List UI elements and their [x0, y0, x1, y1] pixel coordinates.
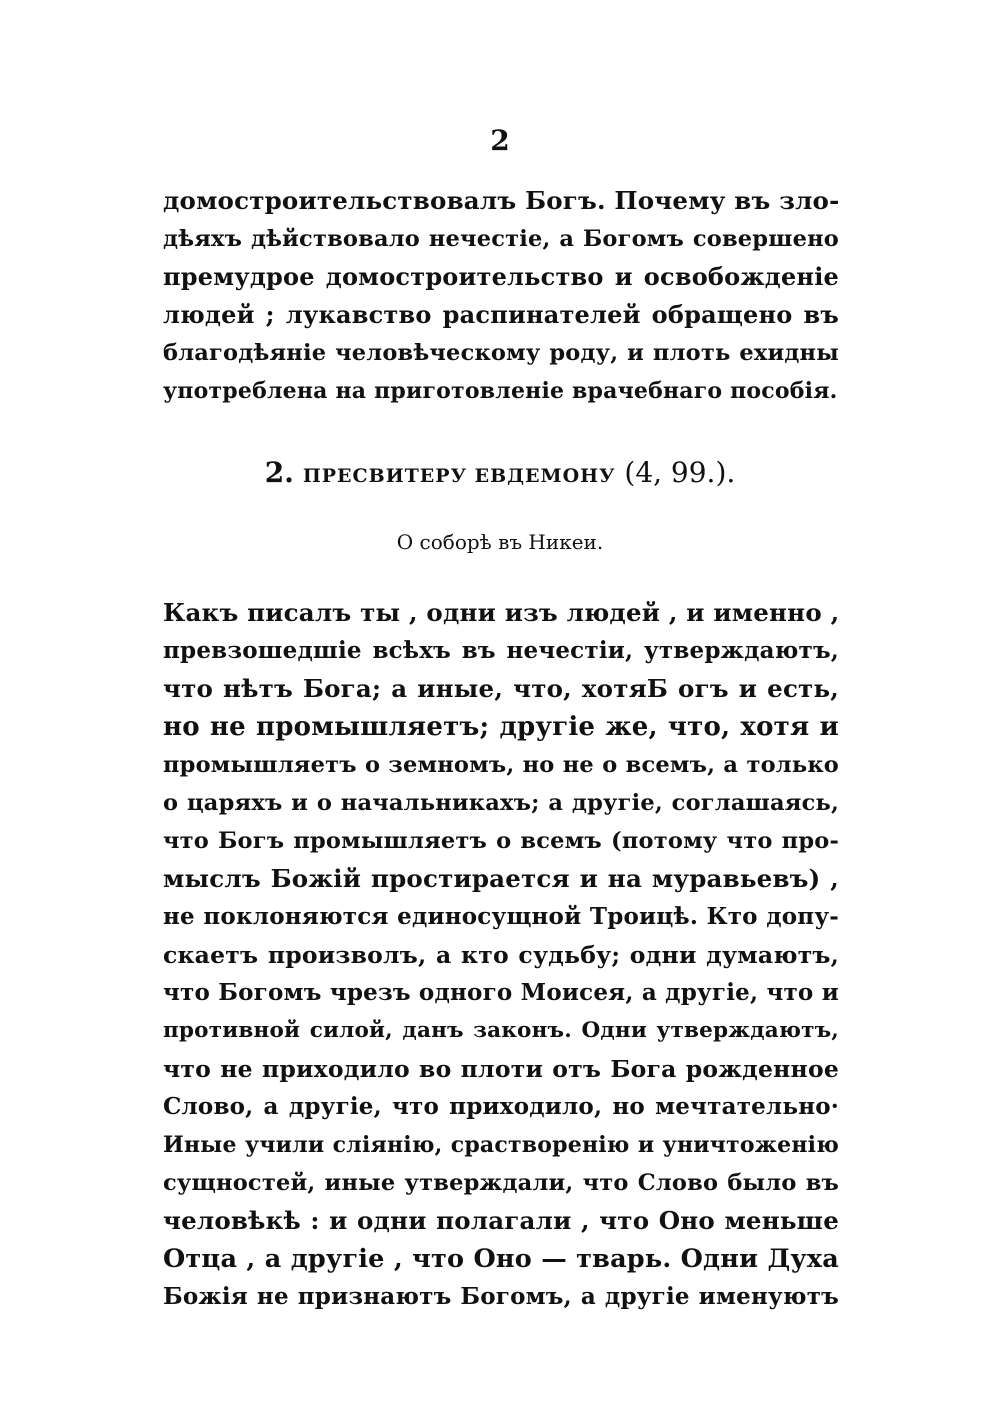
text-line: людей ; лукавство распинателей обращено въ: [163, 300, 839, 329]
text-line: что Богомъ чрезъ одного Моисея, а другіе, что и: [163, 979, 839, 1006]
letter-subtitle: О соборѣ въ Никеи.: [396, 530, 604, 554]
text-line: употреблена на приготовленіе врачебнаго пособія.: [163, 378, 838, 404]
text-line: Какъ писалъ ты , одни изъ людей , и именно ,: [163, 598, 840, 627]
text-line: но не промышляетъ; другіе же, что, хотя и: [163, 712, 839, 742]
text-line: что нѣтъ Бога; а иные, что, хотяБ огъ и есть,: [163, 674, 839, 703]
page-number: 2: [490, 124, 510, 157]
intro-paragraph: [163, 182, 839, 410]
text-line: мыслъ Божій простирается и на муравьевъ) ,: [163, 864, 839, 893]
letter-number: 2.: [264, 456, 294, 489]
text-line: превзошедшіе всѣхъ въ нечестіи, утверждаютъ,: [163, 637, 839, 664]
text-line: Божія не признаютъ Богомъ, а другіе именуютъ: [163, 1283, 839, 1310]
text-line: премудрое домостроительство и освобожденіе: [163, 262, 839, 291]
text-line: скаетъ произволъ, а кто судьбу; одни думаютъ,: [163, 941, 839, 969]
text-line: не поклоняются единосущной Троицѣ. Кто допу-: [163, 903, 839, 930]
letter-addressee: ПРЕСВИТЕРУ ЕВДЕМОНУ: [302, 465, 616, 487]
letter-heading: [0, 453, 1000, 496]
text-line: дѣяхъ дѣйствовало нечестіе, а Богомъ совершено: [163, 226, 839, 252]
text-line: промышляетъ о земномъ, но не о всемъ, а только: [163, 752, 839, 778]
text-line: Иные учили сліянію, срастворенію и уничтоженію: [163, 1132, 839, 1158]
text-line: о царяхъ и о начальникахъ; а другіе, соглашаясь,: [163, 790, 839, 816]
text-line: Слово, а другіе, что приходило, но мечтательно·: [163, 1093, 839, 1120]
text-line: сущностей, иные утверждали, что Слово было въ: [163, 1170, 839, 1196]
text-line: что не приходило во плоти отъ Бога рожденное: [163, 1055, 839, 1083]
text-line: домостроительствовалъ Богъ. Почему въ зло-: [163, 186, 840, 215]
text-line: что Богъ промышляетъ о всемъ (потому что про-: [163, 828, 839, 854]
text-line: человѣкѣ : и одни полагали , что Оно меньше: [163, 1206, 839, 1235]
text-line: благодѣяніе человѣческому роду, и плоть ехидны: [163, 340, 839, 366]
letter-reference: (4, 99.).: [624, 456, 736, 489]
letter-body: [163, 594, 839, 1316]
text-line: Отца , а другіе , что Оно — тварь. Одни Духа: [163, 1244, 839, 1274]
text-line: противной силой, данъ законъ. Одни утверждаютъ,: [163, 1018, 839, 1043]
